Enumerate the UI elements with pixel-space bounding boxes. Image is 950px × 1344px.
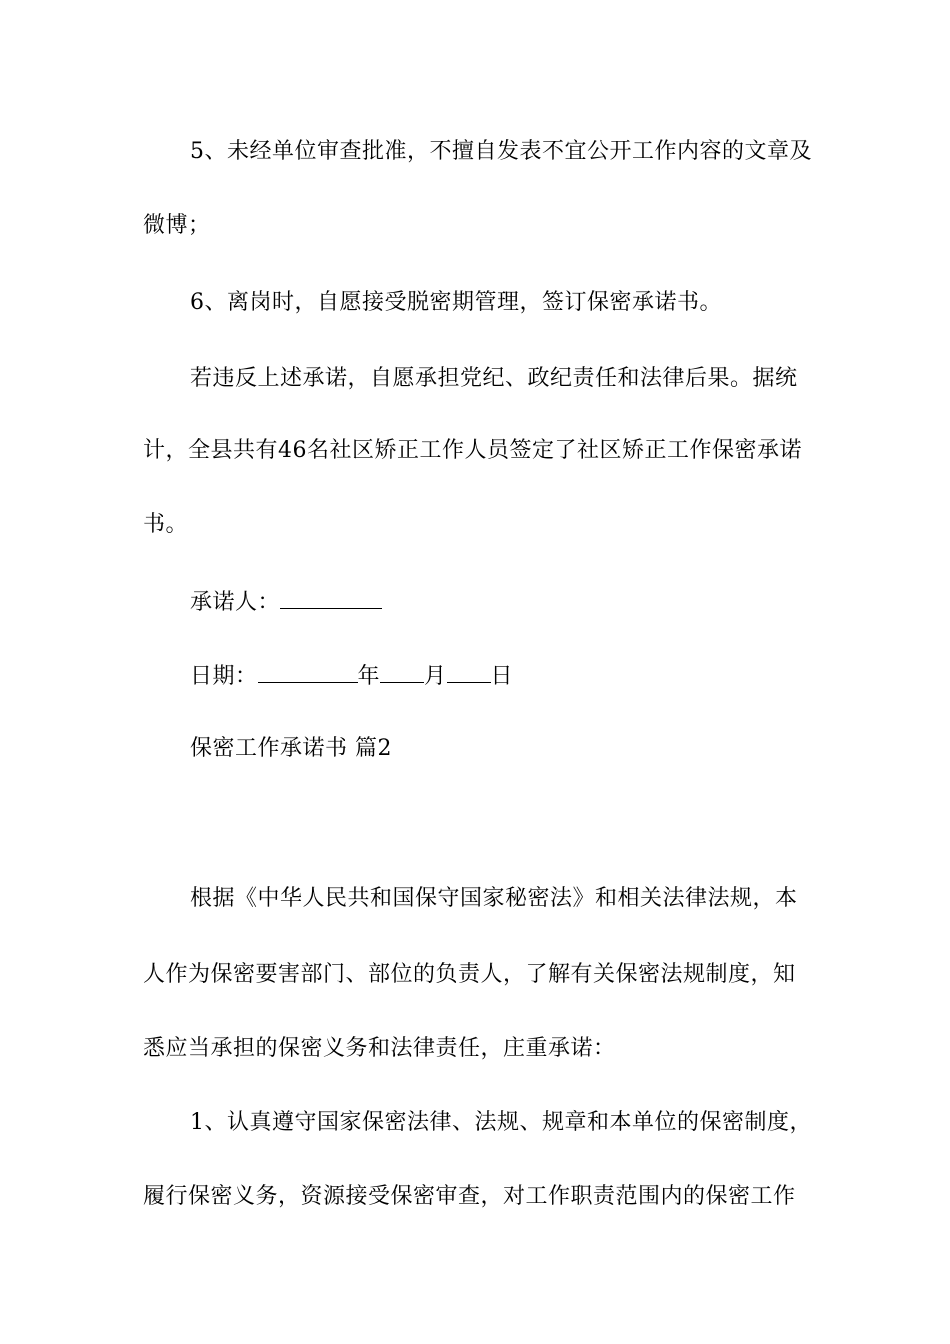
month-label: 月 (424, 664, 447, 689)
paragraph-line: 1、认真遵守国家保密法律、法规、规章和本单位的保密制度， (190, 1110, 812, 1135)
promiser-signature-blank[interactable] (280, 588, 382, 609)
paragraph-line: 悉应当承担的保密义务和法律责任，庄重承诺： (143, 1036, 616, 1061)
paragraph-line: 5、未经单位审查批准，不擅自发表不宜公开工作内容的文章及 (190, 139, 812, 164)
year-blank[interactable] (258, 662, 358, 683)
year-label: 年 (357, 664, 381, 689)
date-label: 日期： (190, 664, 258, 689)
paragraph-line: 6、离岗时，自愿接受脱密期管理，签订保密承诺书。 (190, 290, 722, 315)
section-title: 保密工作承诺书 篇2 (190, 736, 392, 761)
date-line (190, 662, 513, 690)
promiser-label: 承诺人： (190, 590, 281, 615)
month-blank[interactable] (380, 662, 424, 683)
paragraph-line: 人作为保密要害部门、部位的负责人，了解有关保密法规制度，知 (143, 962, 796, 987)
paragraph-line: 若违反上述承诺，自愿承担党纪、政纪责任和法律后果。据统 (190, 366, 798, 391)
paragraph-line: 履行保密义务，资源接受保密审查，对工作职责范围内的保密工作 (143, 1184, 796, 1209)
paragraph-line: 微博； (143, 213, 211, 238)
day-blank[interactable] (447, 662, 491, 683)
promiser-line (190, 588, 382, 616)
day-label: 日 (490, 664, 514, 689)
paragraph-line: 根据《中华人民共和国保守国家秘密法》和相关法律法规，本 (190, 886, 798, 911)
paragraph-line: 计，全县共有46名社区矫正工作人员签定了社区矫正工作保密承诺 (143, 438, 802, 463)
paragraph-line: 书。 (143, 512, 189, 537)
